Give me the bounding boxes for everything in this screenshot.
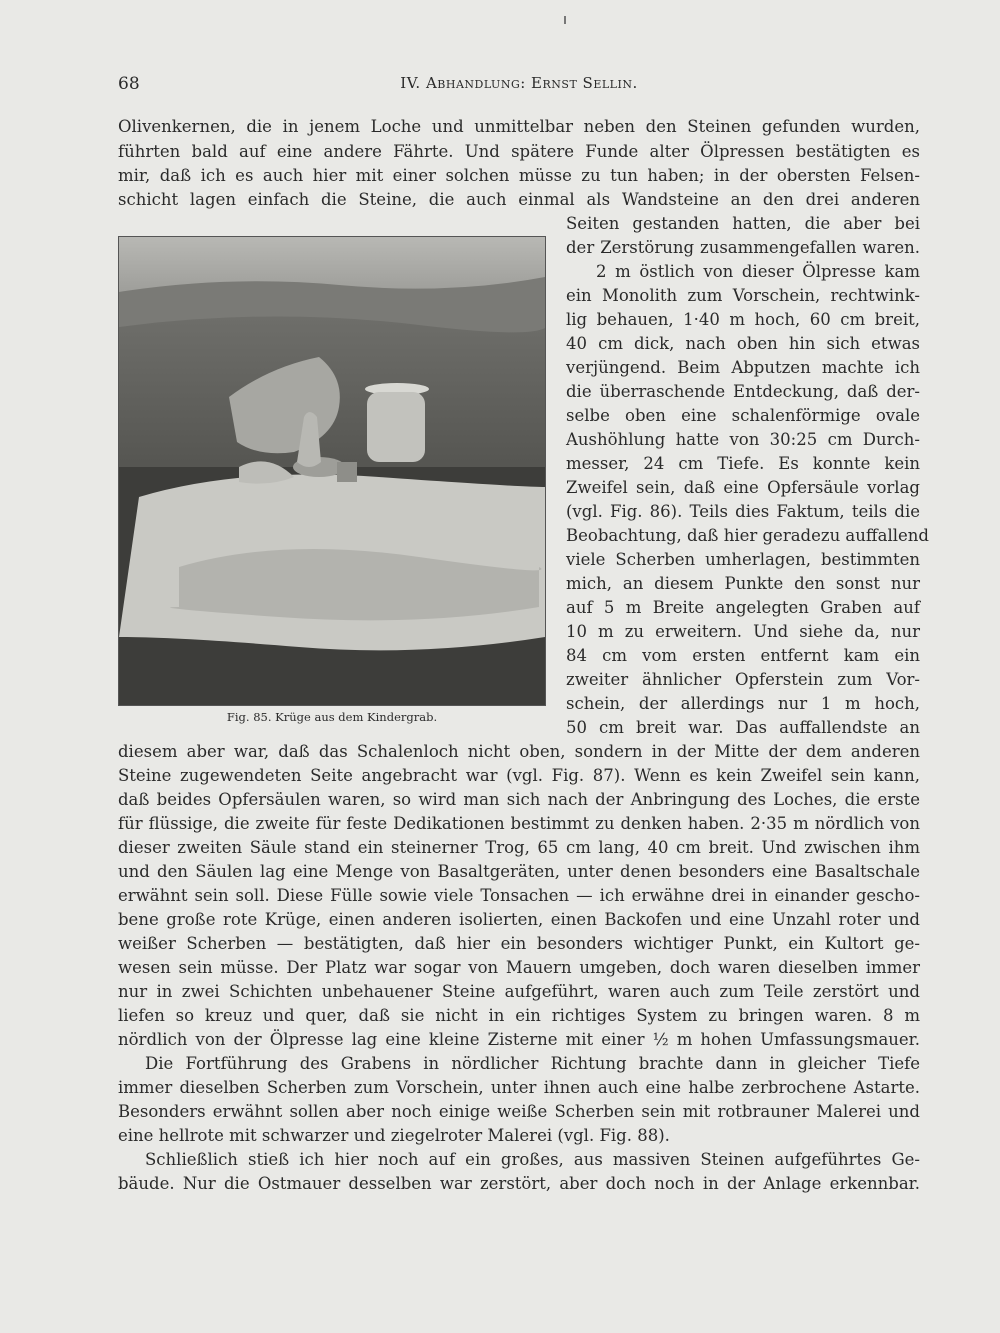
text-line: und den Säulen lag eine Menge von Basaltgeräten, unter denen besonders eine Basaltschale	[118, 862, 920, 881]
text-line: 50 cm breit war. Das auffallendste an	[566, 718, 920, 737]
text-line: selbe oben eine schalenförmige ovale	[566, 406, 920, 425]
text-line: Seiten gestanden hatten, die aber bei	[566, 214, 920, 233]
text-line: 10 m zu erweitern. Und siehe da, nur	[566, 622, 920, 641]
text-line: auf 5 m Breite angelegten Graben auf	[566, 598, 920, 617]
photo-illustration	[119, 237, 545, 705]
text-line: mir, daß ich es auch hier mit einer solchen müsse zu tun haben; in der obersten Felsen-	[118, 166, 920, 185]
text-line: Schließlich stieß ich hier noch auf ein großes, aus massiven Steinen aufgeführtes Ge-	[145, 1150, 920, 1169]
text-line: Steine zugewendeten Seite angebracht war (vgl. Fig. 87). Wenn es kein Zweifel sein kann,	[118, 766, 920, 785]
text-line: führten bald auf eine andere Fährte. Und spätere Funde alter Ölpressen bestätigten es	[118, 142, 920, 161]
text-line: ein Monolith zum Vorschein, rechtwink-	[566, 286, 920, 305]
text-line: der Zerstörung zusammengefallen waren.	[566, 238, 920, 257]
text-line: für flüssige, die zweite für feste Dedikationen bestimmt zu denken haben. 2·35 m nördlich von	[118, 814, 920, 833]
text-line: Olivenkernen, die in jenem Loche und unmittelbar neben den Steinen gefunden wurden,	[118, 117, 920, 136]
text-line: 84 cm vom ersten entfernt kam ein	[566, 646, 920, 665]
text-line: erwähnt sein soll. Diese Fülle sowie viele Tonsachen — ich erwähne drei in einander gescho-	[118, 886, 920, 905]
text-line: liefen so kreuz und quer, daß sie nicht in ein richtiges System zu bringen waren. 8 m	[118, 1006, 920, 1025]
text-line: Beobachtung, daß hier geradezu auffallend	[566, 526, 929, 545]
text-line: schicht lagen einfach die Steine, die auch einmal als Wandsteine an den drei anderen	[118, 190, 920, 209]
figure-85-photo	[118, 236, 546, 706]
top-mark	[564, 16, 566, 24]
text-line: Besonders erwähnt sollen aber noch einige weiße Scherben sein mit rotbrauner Malerei und	[118, 1102, 920, 1121]
running-head: IV. Abhandlung: Ernst Sellin.	[400, 74, 638, 92]
text-line: messer, 24 cm Tiefe. Es konnte kein	[566, 454, 920, 473]
text-line: schein, der allerdings nur 1 m hoch,	[566, 694, 920, 713]
text-line: verjüngend. Beim Abputzen machte ich	[566, 358, 920, 377]
text-line: nördlich von der Ölpresse lag eine kleine Zisterne mit einer ½ m hohen Umfassungsmauer.	[118, 1030, 920, 1049]
text-line: zweiter ähnlicher Opferstein zum Vor-	[566, 670, 920, 689]
text-line: eine hellrote mit schwarzer und ziegelroter Malerei (vgl. Fig. 88).	[118, 1126, 670, 1145]
text-line: dieser zweiten Säule stand ein steinerner Trog, 65 cm lang, 40 cm breit. Und zwischen ihm	[118, 838, 920, 857]
figure-caption: Fig. 85. Krüge aus dem Kindergrab.	[226, 710, 438, 724]
text-line: bäude. Nur die Ostmauer desselben war zerstört, aber doch noch in der Anlage erkennbar.	[118, 1174, 920, 1193]
text-line: (vgl. Fig. 86). Teils dies Faktum, teils die	[566, 502, 920, 521]
text-line: Die Fortführung des Grabens in nördlicher Richtung brachte dann in gleicher Tiefe	[145, 1054, 920, 1073]
text-line: daß beides Opfersäulen waren, so wird man sich nach der Anbringung des Loches, die erste	[118, 790, 920, 809]
text-line: bene große rote Krüge, einen anderen isolierten, einen Backofen und eine Unzahl roter und	[118, 910, 920, 929]
text-line: weißer Scherben — bestätigten, daß hier ein besonders wichtiger Punkt, ein Kultort ge-	[118, 934, 920, 953]
page-header	[118, 74, 920, 98]
text-line: die überraschende Entdeckung, daß der-	[566, 382, 920, 401]
text-line: immer dieselben Scherben zum Vorschein, unter ihnen auch eine halbe zerbrochene Astarte.	[118, 1078, 920, 1097]
text-line: Aushöhlung hatte von 30:25 cm Durch-	[566, 430, 920, 449]
text-line: mich, an diesem Punkte den sonst nur	[566, 574, 920, 593]
text-line: viele Scherben umherlagen, bestimmten	[566, 550, 920, 569]
text-line: 40 cm dick, nach oben hin sich etwas	[566, 334, 920, 353]
text-line: Zweifel sein, daß eine Opfersäule vorlag	[566, 478, 920, 497]
text-line: diesem aber war, daß das Schalenloch nicht oben, sondern in der Mitte der dem anderen	[118, 742, 920, 761]
page-number: 68	[118, 74, 140, 94]
text-line: wesen sein müsse. Der Platz war sogar von Mauern umgeben, doch waren dieselben immer	[118, 958, 920, 977]
text-line: 2 m östlich von dieser Ölpresse kam	[596, 262, 920, 281]
text-line: nur in zwei Schichten unbehauener Steine aufgeführt, waren auch zum Teile zerstört und	[118, 982, 920, 1001]
text-line: lig behauen, 1·40 m hoch, 60 cm breit,	[566, 310, 920, 329]
